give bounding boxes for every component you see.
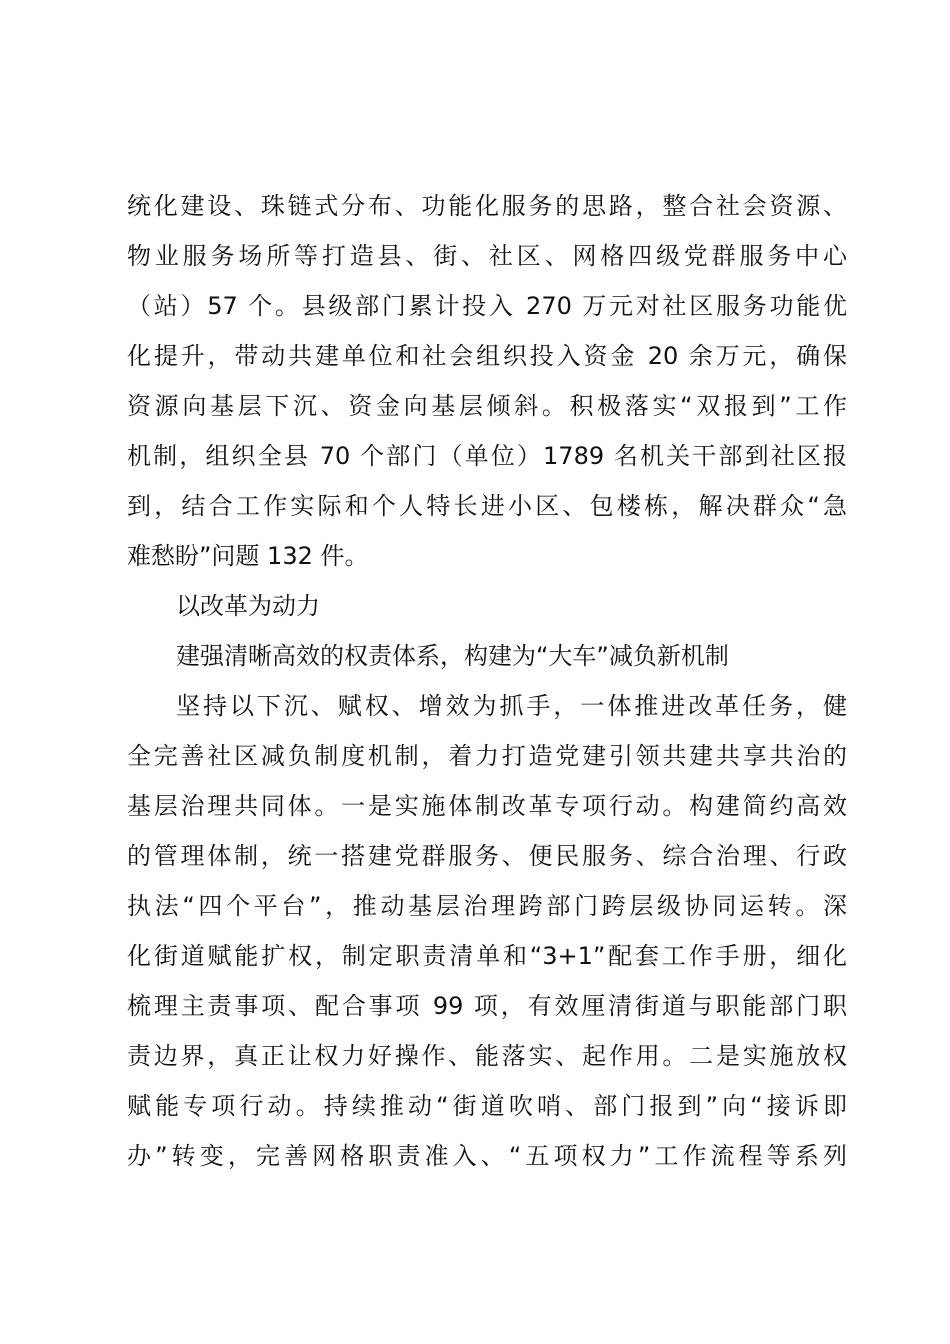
paragraph-line: 梳理主责事项、配合事项 99 项，有效厘清街道与职能部门职 <box>127 992 847 1020</box>
paragraph-line: 资源向基层下沉、资金向基层倾斜。积极落实“双报到”工作 <box>127 392 847 420</box>
paragraph-line: 赋能专项行动。持续推动“街道吹哨、部门报到”向“接诉即 <box>127 1092 847 1120</box>
section-heading: 以改革为动力 <box>176 592 320 620</box>
paragraph-line: 到，结合工作实际和个人特长进小区、包楼栋，解决群众“急 <box>127 492 847 520</box>
paragraph-line: 难愁盼”问题 132 件。 <box>127 542 369 570</box>
paragraph-line: 执法“四个平台”，推动基层治理跨部门跨层级协同运转。深 <box>127 892 847 920</box>
paragraph-line: 化提升，带动共建单位和社会组织投入资金 20 余万元，确保 <box>127 342 847 370</box>
paragraph-line: 统化建设、珠链式分布、功能化服务的思路，整合社会资源、 <box>127 192 847 220</box>
paragraph-line: 物业服务场所等打造县、街、社区、网格四级党群服务中心 <box>127 242 847 270</box>
paragraph-line: 基层治理共同体。一是实施体制改革专项行动。构建简约高效 <box>127 792 847 820</box>
paragraph-line: 全完善社区减负制度机制，着力打造党建引领共建共享共治的 <box>127 742 847 770</box>
paragraph-line: 责边界，真正让权力好操作、能落实、起作用。二是实施放权 <box>127 1042 847 1070</box>
paragraph-line: 办”转变，完善网格职责准入、“五项权力”工作流程等系列 <box>127 1142 847 1170</box>
paragraph-line: 坚持以下沉、赋权、增效为抓手，一体推进改革任务，健 <box>176 692 847 720</box>
subsection-heading: 建强清晰高效的权责体系，构建为“大车”减负新机制 <box>176 642 729 670</box>
paragraph-line: 机制，组织全县 70 个部门（单位）1789 名机关干部到社区报 <box>127 442 847 470</box>
paragraph-line: 的管理体制，统一搭建党群服务、便民服务、综合治理、行政 <box>127 842 847 870</box>
paragraph-line: （站）57 个。县级部门累计投入 270 万元对社区服务功能优 <box>127 292 847 320</box>
paragraph-line: 化街道赋能扩权，制定职责清单和“3+1”配套工作手册，细化 <box>127 942 847 970</box>
